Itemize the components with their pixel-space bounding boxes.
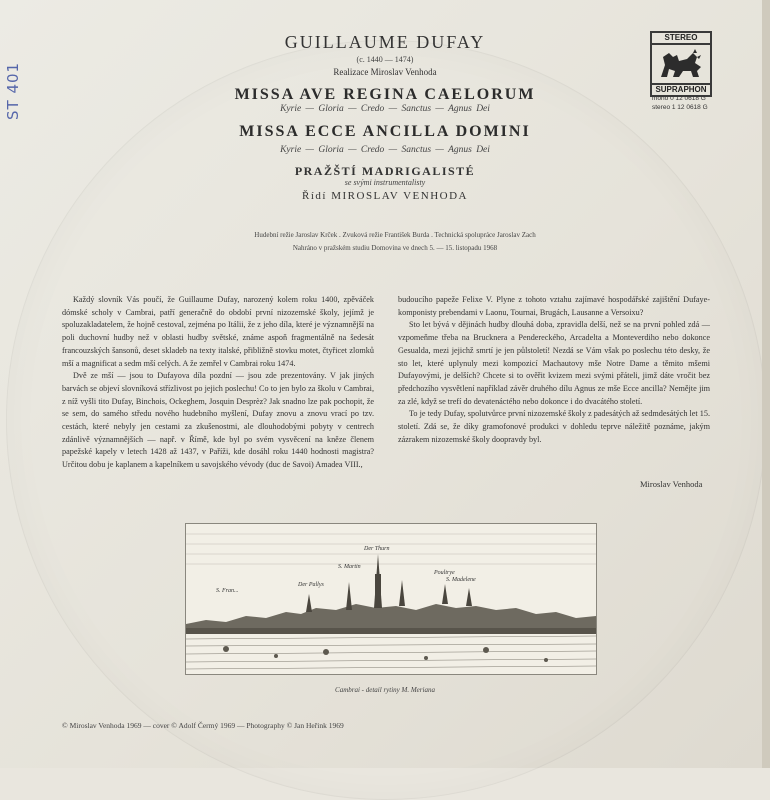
author-signature: Miroslav Venhoda [640,479,703,489]
engraving-label: S. Madelene [446,577,476,583]
cambrai-engraving-image [185,523,597,675]
engraving-label: S. Martin [338,564,361,570]
liner-notes-right-column [398,294,710,446]
composer-name: GUILLAUME DUFAY [284,32,486,52]
mass1-title: MISSA AVE REGINA CAELORUM [234,86,536,103]
paragraph: To je tedy Dufay, spolutvůrce první nizozemské školy z padesátých až sedmdesátých let 15. století. Zdá se, že díky gramofonové produkci v dohledu teprve náležitě poznáme, jakým zázrakem nizozemské školy doopravdy byl. [398,409,710,444]
composer-dates: (c. 1440 — 1474) [356,55,414,64]
sleeve-edge [762,0,770,768]
realization-credit: Realizace Miroslav Venhoda [333,67,437,77]
mass2-title: MISSA ECCE ANCILLA DOMINI [239,123,531,140]
engraving-label: Der Pallys [298,582,324,588]
paragraph: budoucího papeže Felixe V. Plyne z tohoto vztahu zajímavé hospodářské zajištění Dufaye-komponisty prebendami v Laonu, Tournai, Brugách, Lausanne a Versoixu? [398,295,710,317]
paragraph: Sto let bývá v dějinách hudby dlouhá doba, zpravidla delší, než se na první pohled zdá — vzpomeňme třeba na Brucknera a Pendereckého, Arcadelta a Monteverdiho nebo dokonce Gesualda, mezi jejichž smrtí je jen půlstoletí! Nezdá se Vám však po poslechu této desky, že sto let, které uplynuly mezi kompozicí Machautovy mše Notre Dame a těmito mšemi Dufayovými, je delších? Chcete si to ověřit kvizem mezi svými přáteli, jimž dáte vročit bez předchozího vysvětlení například závěr druhého dílu Agnus ze mše Ecce ancilla? Nemějte jim za zlé, když se trefí do devatenáctého nebo dokonce i do dvacátého století. [398,320,710,406]
catalog-mono: mono 0 12 0618 G [652,95,706,102]
lion-emblem-icon [652,43,710,85]
mass1-parts: Kyrie — Gloria — Credo — Sanctus — Agnus Dei [280,104,490,114]
engraving-label: S. Fran... [216,588,239,594]
catalog-stereo: stereo 1 12 0618 G [652,104,708,111]
handwritten-note: ST 401 [4,61,22,120]
engraving-label: Der Thurn [364,546,390,552]
logo-supraphon-text: SUPRAPHON [655,85,707,94]
ensemble-name: PRAŽŠTÍ MADRIGALISTÉ [294,164,476,178]
mass2-parts: Kyrie — Gloria — Credo — Sanctus — Agnus Dei [280,145,490,155]
copyright-footer: © Miroslav Venhoda 1969 — cover © Adolf Čermý 1969 — Photography © Jan Heřink 1969 [62,721,344,730]
engraving-caption: Cambrai - detail rytiny M. Meriana [335,686,435,694]
paragraph: Dvě ze mší — jsou to Dufayova díla pozdní — jsou zde prezentovány. V jak jiných barvách se objeví slovníková střízlivost po jejich poslechu! Co to jen bylo za školu v Cambrai, z níž vyšli tito Dufay, Binchois, Ockeghem, Josquin Desprèz? Jak snadno lze pak pochopit, že se sem, do samého středu nového hudebního myšlení, Dufay znovu a znovu vrací po tzv. cestách, které nebyly jen cestami za zkušenostmi, ale dlouhodobými pobyty v centrech zdánlivě významnějších — např. v Římě, kde byl po svém vysvěcení na kněze členem papežské kapely v letech 1428 až 1437, v Paříži, kde dosáhl roku 1440 hodnosti magistra? Určitou dobu je kaplanem a kapelníkem u savojského vévody (duc de Savoi) Amadea VIII., [62,371,374,470]
paragraph: Každý slovník Vás poučí, že Guillaume Dufay, narozený kolem roku 1400, zpěváček dómské scholy v Cambrai, patří generačně do období první nizozemské školy, jejímž je spoluzakladatelem, že hojně cestoval, zejména po Itálii, že z jeho díla, které je významnější na poli duchovní hudby než v oblasti hudby světské, známe aspoň fragmentálně na šedesát francouzských šansonů, deset skladeb na texty italské, přibližně stovku motet, čtyřicet zlomků mší a magnificat a sedm mší celých. A že zemřel v Cambrai roku 1474. [62,295,374,368]
conductor-credit: Řídí MIROSLAV VENHODA [302,190,468,202]
recording-info: Nahráno v pražském studiu Domovina ve dnech 5. — 15. listopadu 1968 [292,244,498,252]
supraphon-logo [650,31,712,97]
logo-stereo-text: STEREO [664,33,698,42]
engraving-label: Poultrye [434,570,455,576]
ensemble-subtitle: se svými instrumentalisty [344,178,426,187]
production-credits: Hudební režie Jaroslav Krček . Zvuková režie František Burda . Technická spolupráce Jaroslav Zach [254,231,536,239]
liner-notes-left-column [62,294,374,472]
